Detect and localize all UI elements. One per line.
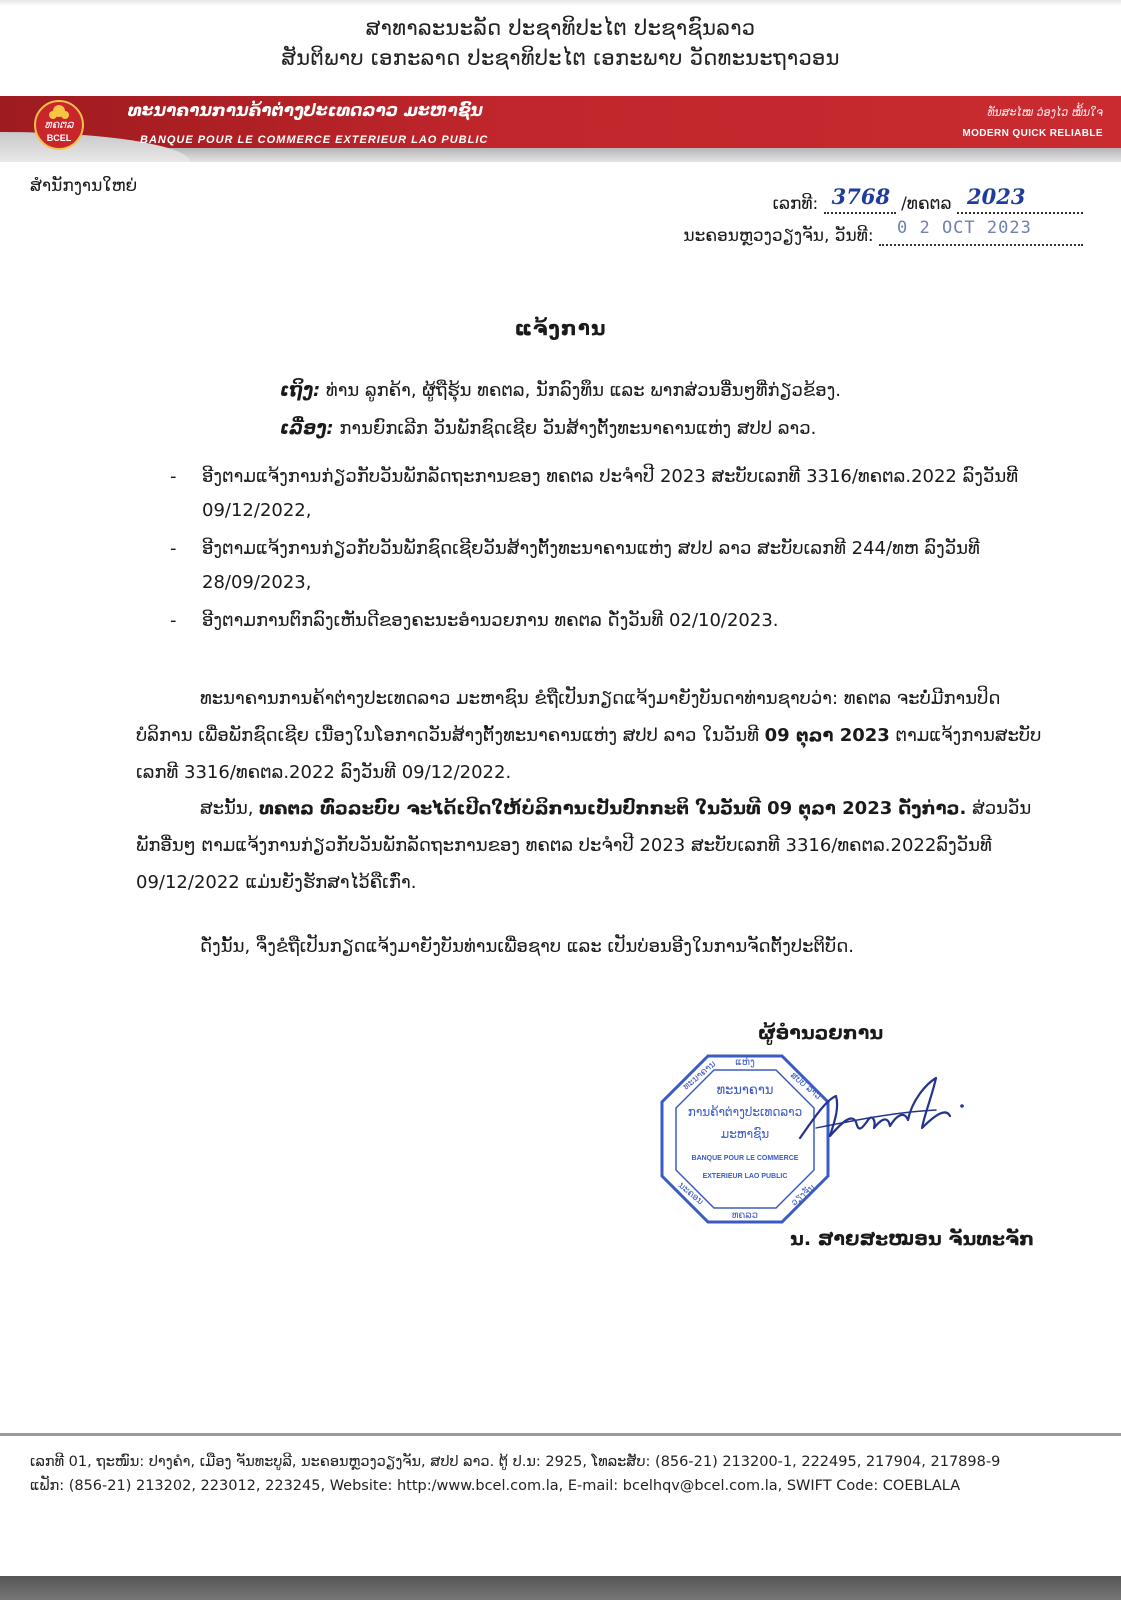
reference-year-handwritten: 2023 (967, 184, 1026, 209)
bank-slogan-english: MODERN QUICK RELIABLE (962, 128, 1103, 139)
bank-name-lao: ທະນາຄານການຄ້າຕ່າງປະເທດລາວ ມະຫາຊົນ (128, 101, 483, 121)
signatory-name: ນ. ສາຍສະໝອນ ຈັນທະຈັກ (790, 1228, 1035, 1250)
reference-number-handwritten: 3768 (831, 184, 891, 209)
footer-address: ເລກທີ 01, ຖະໜົນ: ປາງຄຳ, ເມືອງ ຈັນທະບູລີ, ນະຄອນຫຼວງວຽງຈັນ, ສປປ ລາວ. ຕູ້ ປ.ນ: 2925, ໂທລະສັບ: (856-21) 213200-1, 222495, 217904, 217898-9 (30, 1454, 1001, 1470)
seal-bottom-left-text: ນະຄອນ (676, 1180, 706, 1208)
recipient-label: ເຖິງ: (280, 380, 321, 401)
nation-name-line: ສາທາລະນະລັດ ປະຊາທິປະໄຕ ປະຊາຊົນລາວ (365, 16, 756, 40)
seal-line-3: ມະຫາຊົນ (720, 1127, 770, 1141)
footer-contact: ແຟັກ: (856-21) 213202, 223012, 223245, Website: http:/www.bcel.com.la, E-mail: bcelhqv@bcel.com.la, SWIFT Code: COEBLALA (30, 1478, 961, 1494)
bank-slogan-lao: ທັນສະໄໝ ວ່ອງໄວ ໝັ້ນໃຈ (987, 106, 1103, 119)
seal-line-2: ການຄ້າຕ່າງປະເທດລາວ (687, 1105, 803, 1119)
subject-text: ການຍົກເລີກ ວັນພັກຊົດເຊີຍ ວັນສ້າງຕັ້ງທະນາຄານແຫ່ງ ສປປ ລາວ. (339, 418, 817, 439)
date-stamp-value: 0 2 OCT 2023 (897, 218, 1032, 238)
date-field (879, 218, 1083, 246)
page-bottom-edge (0, 1576, 1121, 1600)
nation-motto-line: ສັນຕິພາບ ເອກະລາດ ປະຊາທິປະໄຕ ເອກະພາບ ວັດທະນະຖາວອນ (281, 46, 840, 70)
reference-number-row (772, 184, 1083, 214)
reference-list (170, 460, 1050, 642)
seal-right-text: ສປປ ລາວ (788, 1070, 823, 1102)
reference-suffix: /ທຄຕລ (901, 194, 952, 214)
reference-number-field (824, 184, 896, 214)
page-top-edge (0, 0, 1121, 6)
seal-line-4: BANQUE POUR LE COMMERCE (691, 1155, 799, 1162)
body-paragraph-2: ສະນັ້ນ, ທຄຕລ ທົ່ວລະບົບ ຈະໄດ້ເປີດໃຫ້ບໍລິການເປັນປົກກະຕິ ໃນວັນທີ 09 ຕຸລາ 2023 ດັ່ງກ່າວ. ສ່ວນວັນພັກອື່ນໆ ຕາມແຈ້ງການກ່ຽວກັບວັນພັກລັດຖະການຂອງ ທຄຕລ ປະຈຳປີ 2023 ສະບັບເລກທີ 3316/ທຄຕລ.2022ລົງວັນທີ 09/12/2022 ແມ່ນຍັງຮັກສາໄວ້ຄືເກົ່າ. (136, 798, 1032, 893)
seal-line-1: ທະນາຄານ (716, 1083, 774, 1098)
highlight-date: 09 ຕຸລາ 2023 (764, 725, 890, 746)
logo-latin-text: BCEL (46, 133, 72, 143)
list-item: - ອີງຕາມການຕົກລົງເຫັນດີຂອງຄະນະອຳນວຍການ ທຄຕລ ດັ່ງວັນທີ 02/10/2023. (170, 604, 1050, 638)
date-label: ນະຄອນຫຼວງວຽງຈັນ, ວັນທີ: (683, 226, 874, 246)
subject-label: ເລື່ອງ: (280, 418, 334, 439)
body-paragraph-3: ດັ່ງນັ້ນ, ຈຶ່ງຂໍຖືເປັນກຽດແຈ້ງມາຍັງບັນທ່ານເພື່ອຊາບ ແລະ ເປັນບ່ອນອີງໃນການຈັດຕັ້ງປະຕິບັດ. (200, 936, 855, 957)
director-signature (796, 1070, 976, 1160)
body-paragraph-1: ທະນາຄານການຄ້າຕ່າງປະເທດລາວ ມະຫາຊົນ ຂໍຖືເປັນກຽດແຈ້ງມາຍັງບັນດາທ່ານຊາບວ່າ: ທຄຕລ ຈະບໍ່ມີການປິດບໍລິການ ເພື່ອພັກຊົດເຊີຍ ເນື່ອງໃນໂອກາດວັນສ້າງຕັ້ງທະນາຄານແຫ່ງ ສປປ ລາວ ໃນວັນທີ 09 ຕຸລາ 2023 ຕາມແຈ້ງການສະບັບເລກທີ 3316/ທຄຕລ.2022 ລົງວັນທີ 09/12/2022. (136, 688, 1042, 783)
bcel-logo (34, 100, 84, 150)
notice-title: ແຈ້ງການ (514, 316, 607, 340)
bank-name-french: BANQUE POUR LE COMMERCE EXTERIEUR LAO PUBLIC (140, 134, 489, 146)
seal-bottom-right-text: ວຽງຈັນ (789, 1182, 818, 1209)
date-row (683, 218, 1083, 246)
highlight-statement: ທຄຕລ ທົ່ວລະບົບ ຈະໄດ້ເປີດໃຫ້ບໍລິການເປັນປົກກະຕິ ໃນວັນທີ 09 ຕຸລາ 2023 ດັ່ງກ່າວ. (259, 798, 967, 819)
reference-year-field (957, 184, 1083, 214)
signatory-title: ຜູ້ອຳນວຍການ (758, 1022, 884, 1044)
recipient-text: ທ່ານ ລູກຄ້າ, ຜູ້ຖືຮຸ້ນ ທຄຕລ, ນັກລົງທຶນ ແລະ ພາກສ່ວນອື່ນໆທີ່ກ່ຽວຂ້ອງ. (325, 380, 842, 401)
footer-divider (0, 1433, 1121, 1436)
notice-recipient (280, 380, 841, 401)
seal-left-text: ທະນາຄານ (681, 1059, 719, 1093)
seal-top-text: ແຫ່ງ (735, 1057, 755, 1068)
list-item: - ອີງຕາມແຈ້ງການກ່ຽວກັບວັນພັກຊົດເຊີຍວັນສ້າງຕັ້ງທະນາຄານແຫ່ງ ສປປ ລາວ ສະບັບເລກທີ 244/ທຫ ລົງວັນທີ 28/09/2023, (170, 532, 1050, 600)
reference-number-label: ເລກທີ: (772, 194, 819, 214)
office-label: ສຳນັກງານໃຫຍ່ (30, 176, 138, 196)
notice-subject (280, 418, 816, 439)
champa-flower-icon (53, 105, 65, 117)
logo-lao-text: ທຄຕລ (44, 118, 74, 131)
seal-line-5: EXTERIEUR LAO PUBLIC (702, 1173, 788, 1180)
seal-bottom-text: ທຄລວ (731, 1210, 759, 1221)
list-item: - ອີງຕາມແຈ້ງການກ່ຽວກັບວັນພັກລັດຖະການຂອງ ທຄຕລ ປະຈຳປີ 2023 ສະບັບເລກທີ 3316/ທຄຕລ.2022 ລົງວັນທີ 09/12/2022, (170, 460, 1050, 528)
